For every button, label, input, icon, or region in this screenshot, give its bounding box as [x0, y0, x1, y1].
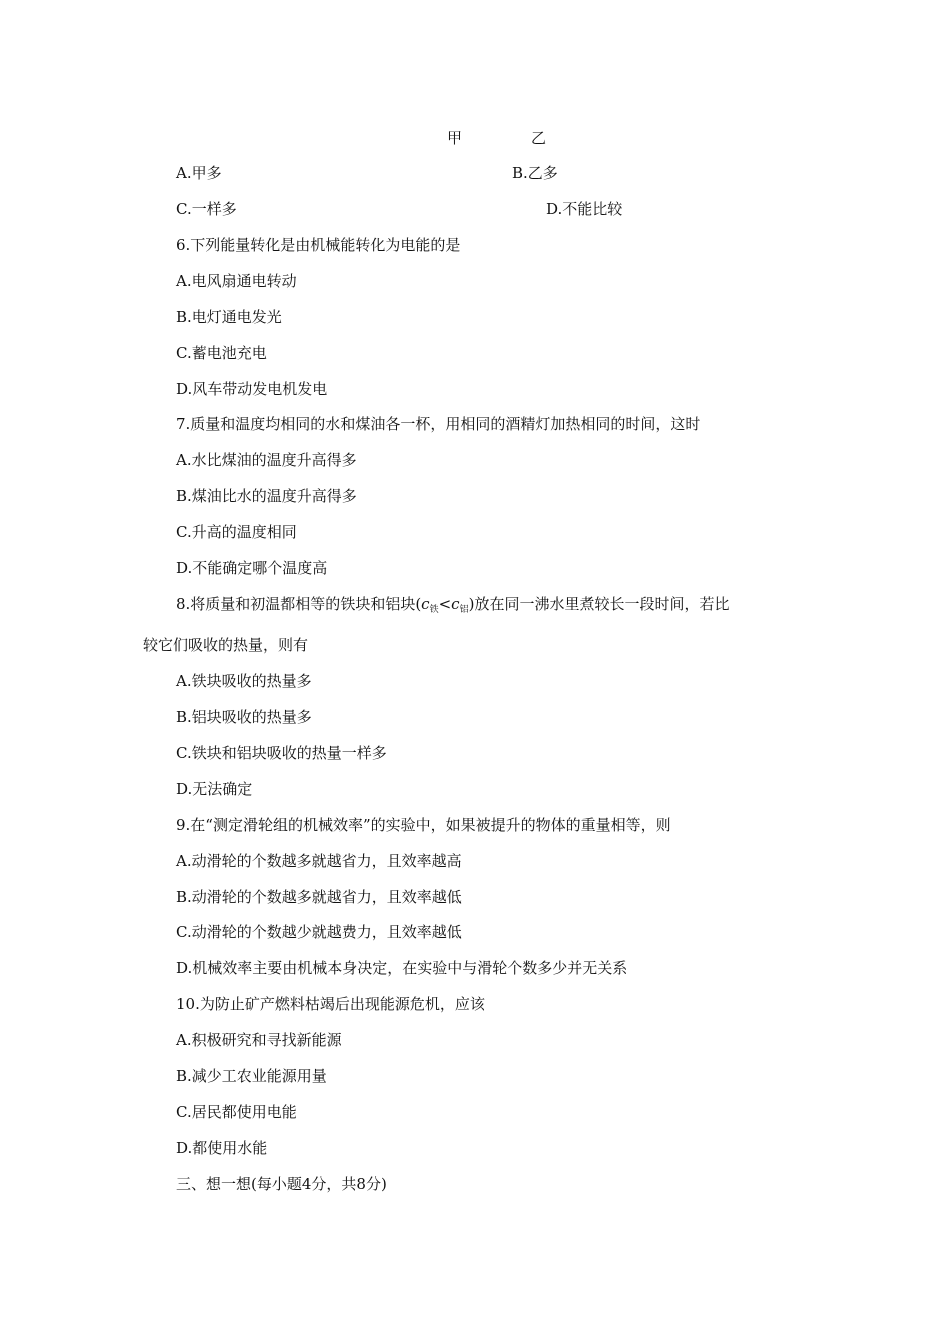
- q8-option-a: A.铁块吸收的热量多: [176, 672, 312, 690]
- q6-option-a: A.电风扇通电转动: [176, 272, 297, 290]
- q9-stem: 9.在“测定滑轮组的机械效率”的实验中，如果被提升的物体的重量相等，则: [176, 816, 671, 834]
- q5-option-c: C.一样多: [176, 200, 237, 218]
- q10-option-d: D.都使用水能: [176, 1139, 268, 1157]
- q10-option-b: B.减少工农业能源用量: [176, 1067, 327, 1085]
- q9-option-c: C.动滑轮的个数越少就越费力，且效率越低: [176, 923, 462, 941]
- q6-option-b: B.电灯通电发光: [176, 308, 282, 326]
- q6-option-c: C.蓄电池充电: [176, 344, 267, 362]
- q7-stem: 7.质量和温度均相同的水和煤油各一杯，用相同的酒精灯加热相同的时间，这时: [176, 415, 701, 433]
- q9-option-d: D.机械效率主要由机械本身决定，在实验中与滑轮个数多少并无关系: [176, 959, 628, 977]
- q10-stem: 10.为防止矿产燃料枯竭后出现能源危机，应该: [176, 995, 485, 1013]
- q10-option-a: A.积极研究和寻找新能源: [176, 1031, 342, 1049]
- q6-option-d: D.风车带动发电机发电: [176, 380, 328, 398]
- q10-option-c: C.居民都使用电能: [176, 1103, 297, 1121]
- q8-sub-iron: 铁: [429, 605, 439, 615]
- section-3-heading: 三、想一想(每小题4分，共8分): [176, 1175, 387, 1193]
- q9-option-b: B.动滑轮的个数越多就越省力，且效率越低: [176, 888, 462, 906]
- q9-option-a: A.动滑轮的个数越多就越省力，且效率越高: [176, 852, 462, 870]
- q7-option-b: B.煤油比水的温度升高得多: [176, 487, 357, 505]
- q5-option-d: D.不能比较: [546, 200, 623, 218]
- q8-option-b: B.铝块吸收的热量多: [176, 708, 312, 726]
- q5-option-b: B.乙多: [512, 164, 558, 182]
- figure-caption-yi: 乙: [531, 129, 547, 147]
- q7-option-c: C.升高的温度相同: [176, 523, 297, 541]
- q8-option-c: C.铁块和铝块吸收的热量一样多: [176, 744, 387, 762]
- q8-c-iron: c: [421, 595, 430, 613]
- q7-option-d: D.不能确定哪个温度高: [176, 559, 328, 577]
- q8-less-than: <: [438, 595, 452, 613]
- q8-stem-pre: 8.将质量和初温都相等的铁块和铝块(: [176, 595, 422, 613]
- q6-stem: 6.下列能量转化是由机械能转化为电能的是: [176, 236, 461, 254]
- q8-stem-continuation: 较它们吸收的热量，则有: [143, 636, 309, 654]
- q8-sub-aluminum: 铝: [459, 605, 469, 615]
- q8-stem: [176, 594, 729, 620]
- q7-option-a: A.水比煤油的温度升高得多: [176, 451, 357, 469]
- q8-c-aluminum: c: [451, 595, 460, 613]
- q8-option-d: D.无法确定: [176, 780, 253, 798]
- figure-caption-jia: 甲: [447, 129, 463, 147]
- q8-stem-post: )放在同一沸水里煮较长一段时间，若比: [468, 595, 730, 613]
- q5-option-a: A.甲多: [176, 164, 222, 182]
